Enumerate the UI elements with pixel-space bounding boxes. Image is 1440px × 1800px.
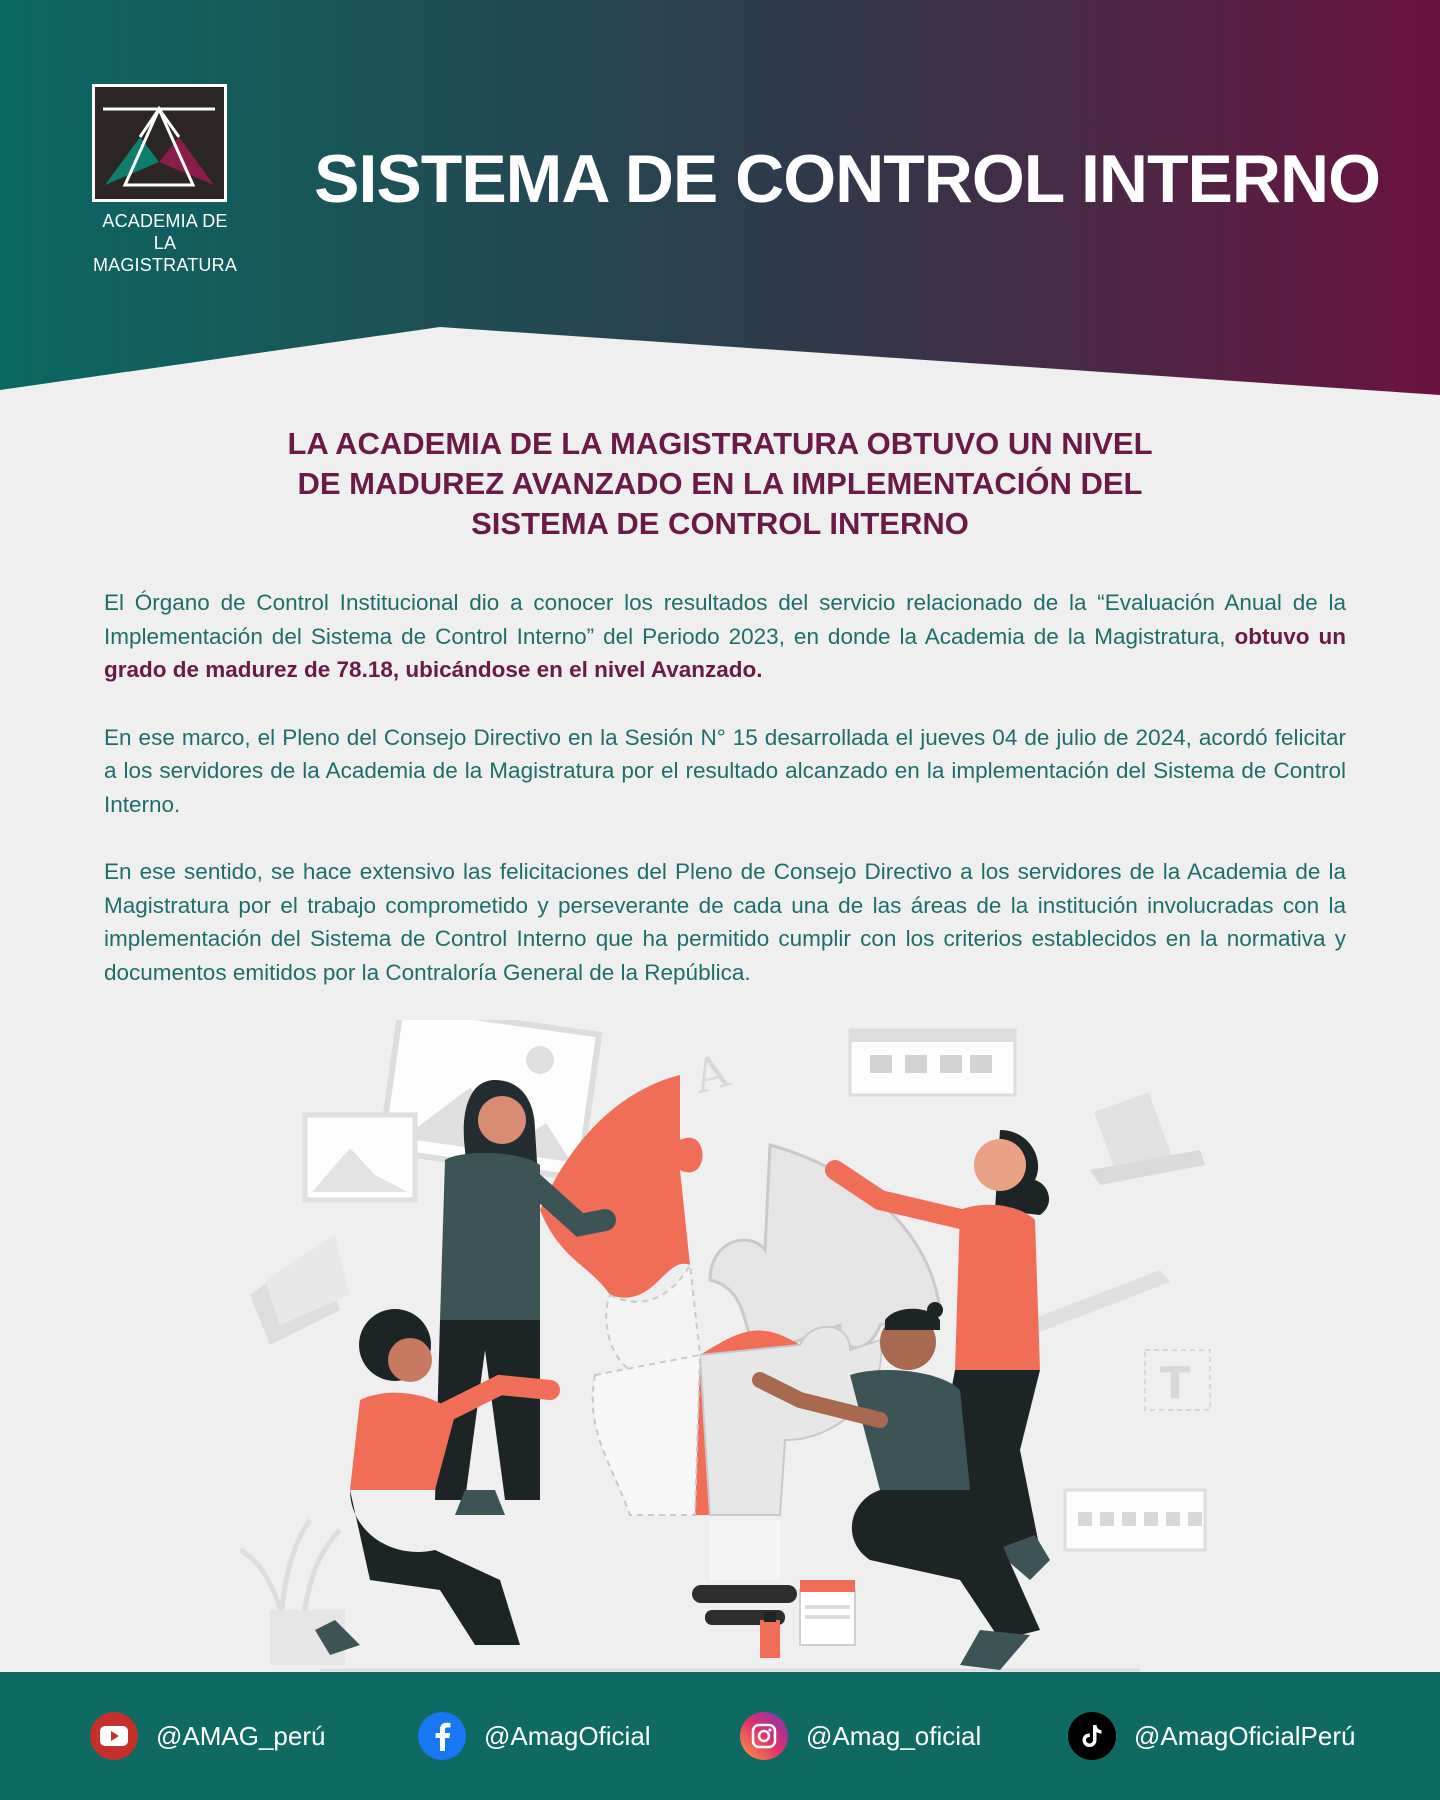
headline-line-3: SISTEMA DE CONTROL INTERNO [471,506,969,541]
article-body [104,586,1346,1023]
paragraph-2: En ese marco, el Pleno del Consejo Directivo en la Sesión N° 15 desarrollada el jueves 04 de julio de 2024, acordó felicitar a los servidores de la Academia de la Magistratura por el resultado alcanzado en la implementación del Sistema de Control Interno. [104,724,1346,817]
letter-a-decoration: A [688,1043,735,1104]
youtube-handle: @AMAG_perú [156,1720,326,1751]
tiktok-icon [1068,1712,1116,1760]
instagram-handle: @Amag_oficial [806,1720,982,1751]
headline-line-1: LA ACADEMIA DE LA MAGISTRATURA OBTUVO UN NIVEL [287,426,1153,461]
lightbulb-base [692,1520,797,1625]
mountain-logo-icon [95,87,224,199]
social-facebook[interactable] [418,1712,651,1760]
tiktok-handle: @AmagOficialPerú [1134,1720,1356,1751]
social-instagram[interactable] [740,1712,981,1760]
headline-line-2: DE MADUREZ AVANZADO EN LA IMPLEMENTACIÓN DEL [297,466,1143,501]
paragraph-1-highlight: obtuvo un grado de madurez de 78.18, ubicándose en el nivel Avanzado. [104,623,1346,682]
instagram-icon [740,1712,788,1760]
academia-logo [80,84,250,276]
facebook-handle: @AmagOficial [484,1720,651,1751]
paragraph-1-text: El Órgano de Control Institucional dio a conocer los resultados del servicio relacionado de la “Evaluación Anual de la Implementación del Sistema de Control Interno” del Periodo 2023, en donde la Academia de la Magistratura, [104,590,1346,649]
logo-line-1: ACADEMIA DE [102,211,228,231]
paragraph-1 [104,586,1346,687]
youtube-icon [90,1712,138,1760]
page-title: SISTEMA DE CONTROL INTERNO [314,141,1380,217]
logo-line-2: LA MAGISTRATURA [92,233,238,275]
headline [180,424,1260,544]
paragraph-3: En ese sentido, se hace extensivo las felicitaciones del Pleno de Consejo Directivo a los servidores de la Academia de la Magistratura por el trabajo comprometido y perseverante de cada una de las áreas de la institución involucradas con la implementación del Sistema de Control Interno que ha permitido cumplir con los criterios establecidos en la normativa y documentos emitidos por la Contraloría General de la República. [104,859,1346,985]
letter-t-decoration: T [1160,1358,1191,1409]
social-youtube[interactable] [90,1712,325,1760]
facebook-icon [418,1712,466,1760]
logo-emblem [92,84,227,202]
header-banner [0,0,1440,400]
social-tiktok[interactable] [1068,1712,1355,1760]
teamwork-puzzle-lightbulb-illustration [240,1020,1220,1680]
